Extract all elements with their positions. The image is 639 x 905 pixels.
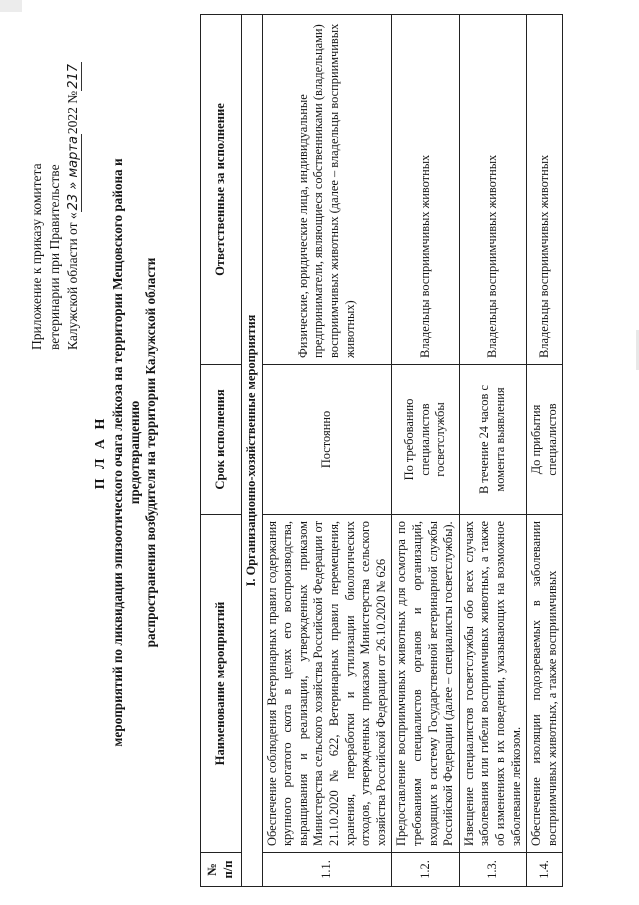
row-name: Предоставление восприимчивых животных для осмотра по требованиям специалистов органов и организаций, входящих в систему Государственной ветеринарной службы Российской Федерации (далее – специалисты госветслужбы).	[392, 515, 459, 853]
row-term: В течение 24 часов с момента выявления	[459, 365, 526, 515]
subtitle-line: распространения возбудителя на территории Калужской области	[143, 257, 158, 648]
plan-title: П Л А Н	[93, 415, 108, 490]
header-name: Наименование мероприятий	[201, 515, 242, 853]
row-resp: Владельцы восприимчивых животных	[392, 15, 459, 365]
row-name: Извещение специалистов госветслужбы обо всех случаях заболевания или гибели восприимчивых животных, а также об изменениях в их поведении, указывающих на возможное заболевание лейкозом.	[459, 515, 526, 853]
handwritten-order-number: 217	[66, 63, 81, 89]
row-term: Постоянно	[262, 365, 392, 515]
row-name: Обеспечение соблюдения Ветеринарных правил содержания крупного рогатого скота в целях его воспроизводства, выращивания и реализации, утвержденных приказом Министерства сельского хозяйства Российской Федерации от 21.10.2020 № 622, Ветеринарных правил перемещения, хранения, переработки и утилизации биологических отходов, утвержденных приказом Министерства сельского хозяйства Российской Федерации от 26.10.2020 № 626	[262, 515, 392, 853]
table-row	[262, 15, 392, 887]
measures-table	[200, 14, 563, 887]
appendix-line: Приложение к приказу комитета	[29, 163, 44, 350]
row-term: По требованию специалистов госветслужбы	[392, 365, 459, 515]
appendix-line	[64, 20, 83, 350]
appendix-date-prefix: Калужской области от «	[65, 212, 80, 350]
section-title: I. Организационно-хозяйственные мероприятия	[242, 15, 263, 887]
row-num: 1.3.	[459, 853, 526, 887]
row-resp: Физические, юридические лица, индивидуальные предприниматели, являющиеся собственниками (владельцами) восприимчивых животных (далее – владельцы восприимчивых животных)	[262, 15, 392, 365]
plan-subtitle	[110, 120, 160, 785]
table-row	[459, 15, 526, 887]
table-header-row	[201, 15, 242, 887]
header-resp: Ответственные за исполнение	[201, 15, 242, 365]
subtitle-line: мероприятий по ликвидации эпизоотического очага лейкоза на территории Мещовского района и предотвращению	[110, 158, 142, 747]
header-num: № п/п	[201, 853, 242, 887]
handwritten-day: 23	[66, 193, 81, 211]
row-name: Обеспечение изоляции подозреваемых в заболевании восприимчивых животных, а также восприимчивых	[527, 515, 563, 853]
row-num: 1.2.	[392, 853, 459, 887]
section-row	[242, 15, 263, 887]
appendix-year: 2022 №	[65, 90, 80, 135]
row-num: 1.4.	[527, 853, 563, 887]
handwritten-month: » марта	[66, 136, 81, 190]
row-resp: Владельцы восприимчивых животных	[459, 15, 526, 365]
header-term: Срок исполнения	[201, 365, 242, 515]
row-term: До прибытия специалистов	[527, 365, 563, 515]
row-num: 1.1.	[262, 853, 392, 887]
appendix-line: ветеринарии при Правительстве	[47, 164, 62, 350]
appendix-block	[28, 20, 83, 350]
table-row	[527, 15, 563, 887]
row-resp: Владельцы восприимчивых животных	[527, 15, 563, 365]
table-row	[392, 15, 459, 887]
